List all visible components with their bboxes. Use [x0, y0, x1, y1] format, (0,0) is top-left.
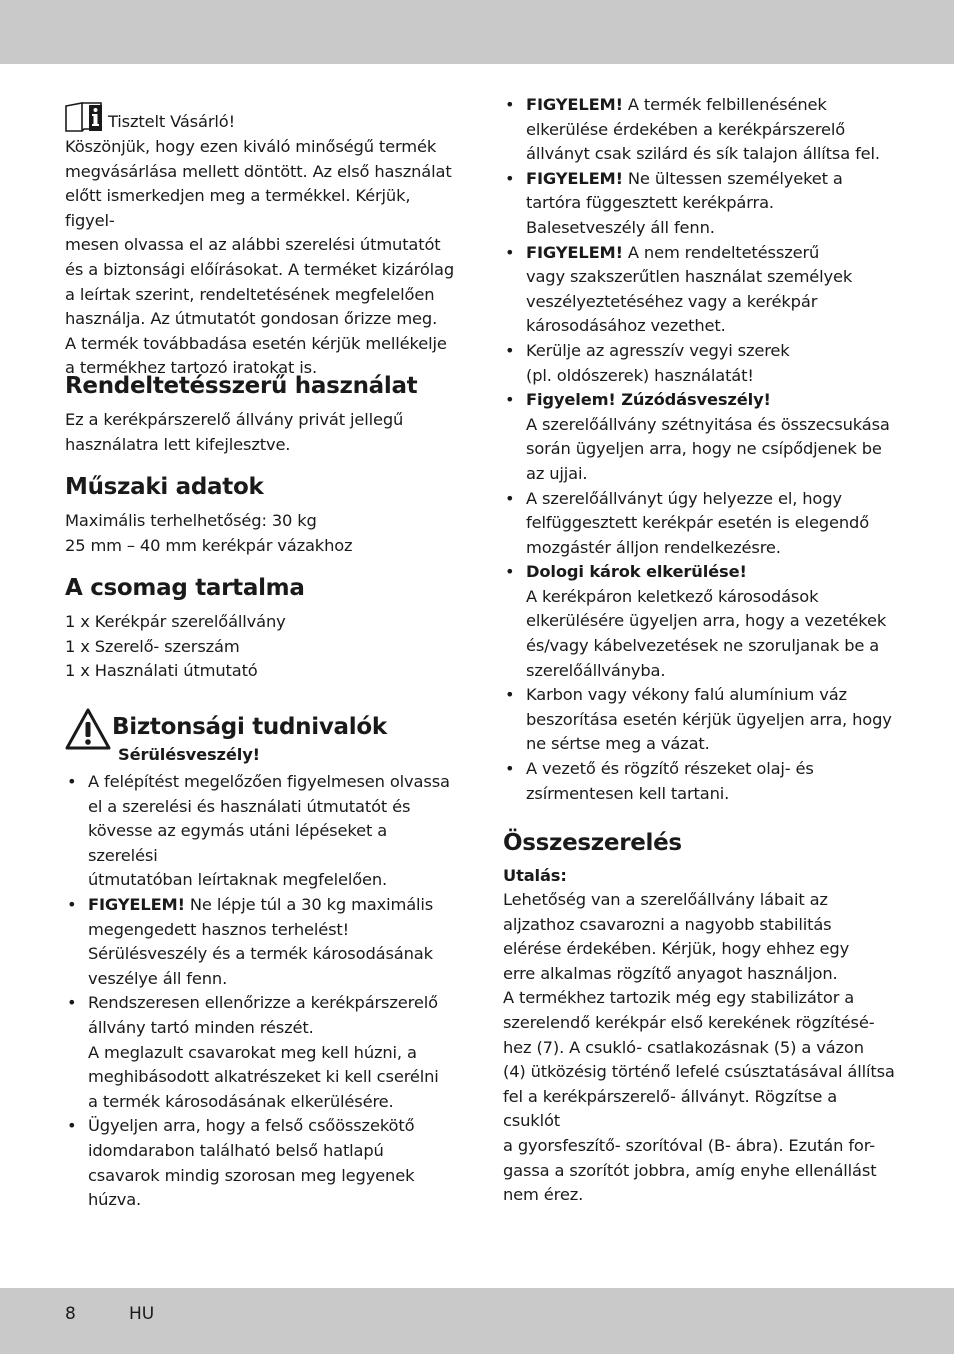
list-item-text: Karbon vagy vékony falú alumínium váz beszorítása esetén kérjük ügyeljen arra, hogy ne sértse meg a vázat.: [526, 685, 892, 754]
language-code: HU: [129, 1304, 155, 1324]
safety-list-left: [65, 770, 460, 1213]
warning-triangle-icon: [65, 708, 111, 750]
list-item: [503, 93, 898, 167]
list-item-crush: [503, 388, 898, 486]
list-item-lead: FIGYELEM!: [526, 95, 623, 114]
safety-subheading: Sérülésveszély!: [118, 745, 260, 764]
damage-warning-lead: Dologi károk elkerülése!: [526, 562, 747, 582]
assembly-note-label: Utalás:: [503, 866, 567, 885]
list-item: [65, 991, 460, 1114]
list-item-text: Ügyeljen arra, hogy a felső csőösszekötő idomdarabon található belső hatlapú csavarok mindig szorosan meg legyenek húzva.: [88, 1116, 415, 1210]
list-item-text: Ne ültessen személyeket a tartóra függesztett kerékpárra. Balesetveszély áll fenn.: [526, 168, 843, 237]
intended-use-heading: Rendeltetésszerű használat: [65, 373, 418, 399]
package-heading: A csomag tartalma: [65, 575, 305, 601]
list-item-lead: FIGYELEM!: [526, 242, 623, 262]
list-item: [65, 893, 460, 991]
crush-warning-lead: Figyelem! Zúzódásveszély!: [526, 390, 771, 410]
list-item: [65, 770, 460, 893]
damage-warning-text: A kerékpáron keletkező károsodások elkerülésére ügyeljen arra, hogy a vezetékek és/vagy kábelvezetések ne szoruljanak be a szerelőállványba.: [526, 586, 887, 680]
intended-use-body: Ez a kerékpárszerelő állvány privát jellegű használatra lett kifejlesztve.: [65, 410, 404, 454]
safety-list-right-a: [503, 93, 898, 806]
intro-body: Köszönjük, hogy ezen kiváló minőségű termék megvásárlása mellett döntött. Az első használat előtt ismerkedjen meg a termékkel. Kérjük, figyel- mesen olvassa el az alábbi szerelési útmutatót és a biztonsági előírásokat. A terméket kizárólag a leírtak szerint, rendeltetésének megfelelően használja. Az útmutatót gondosan őrizze meg. A termék továbbadása esetén kérjük mellékelje a termékhez tartozó iratokat is.: [65, 137, 455, 378]
list-item: [503, 339, 898, 388]
list-item: [503, 487, 898, 561]
list-item-lead: FIGYELEM!: [88, 894, 185, 914]
list-item: [503, 757, 898, 806]
list-item-text: A felépítést megelőzően figyelmesen olvassa el a szerelési és használati útmutatót és kövesse az egymás utáni lépéseket a szerelési útmutatóban leírtaknak megfelelően.: [88, 772, 450, 890]
list-item: [503, 683, 898, 757]
list-item-text: A termék felbillenésének elkerülése érdekében a kerékpárszerelő állványt csak szilárd és sík talajon állítsa fel.: [526, 95, 880, 164]
page-number: 8: [65, 1304, 76, 1324]
info-book-icon: [65, 102, 103, 132]
list-item-text: Kerülje az agresszív vegyi szerek (pl. oldószerek) használatát!: [526, 340, 790, 385]
intro-greeting: Tisztelt Vásárló!: [108, 112, 235, 131]
list-item-text: A nem rendeltetésszerű vagy szakszerűtlen használat személyek veszélyeztetéséhez vagy a kerékpár károsodásához vezethet.: [526, 242, 853, 336]
list-item-text: A vezető és rögzítő részeket olaj- és zsírmentesen kell tartani.: [526, 759, 814, 803]
list-item-text: Rendszeresen ellenőrizze a kerékpárszerelő állvány tartó minden részét. A meglazult csavarokat meg kell húzni, a meghibásodott alkatrészeket ki kell cserélni a termék károsodásának elkerülésére.: [88, 993, 439, 1111]
specs-body: Maximális terhelhetőség: 30 kg 25 mm – 40 mm kerékpár vázakhoz: [65, 511, 353, 555]
list-item-damage: [503, 560, 898, 683]
assembly-body: Lehetőség van a szerelőállvány lábait az aljzathoz csavarozni a nagyobb stabilitás elérése érdekében. Kérjük, hogy ehhez egy erre alkalmas rögzítő anyagot használjon. A termékhez tartozik még egy stabilizátor a szerelendő kerékpár első kerekének rögzítésé- hez (7). A csukló- csatlakozásnak (5) a vázon (4) ütközésig történő lefelé csúsztatásával állítsa fel a kerékpárszerelő- állványt. Rögzítse a csuklót a gyorsfeszítő- szorítóval (B- ábra). Ezután for- gassa a szorítót jobbra, amíg enyhe ellenállást nem érez.: [503, 890, 895, 1205]
list-item-lead: FIGYELEM!: [526, 168, 623, 188]
list-item-text: Ne lépje túl a 30 kg maximális megengedett hasznos terhelést! Sérülésveszély és a termék károsodásának veszélye áll fenn.: [88, 894, 434, 988]
crush-warning-text: A szerelőállvány szétnyitása és összecsukása során ügyeljen arra, hogy ne csípődjenek be az ujjai.: [526, 414, 890, 483]
assembly-heading: Összeszerelés: [503, 830, 682, 856]
package-body: 1 x Kerékpár szerelőállvány 1 x Szerelő- szerszám 1 x Használati útmutató: [65, 612, 286, 681]
list-item: [503, 167, 898, 241]
safety-heading: Biztonsági tudnivalók: [112, 714, 387, 740]
list-item-text: A szerelőállványt úgy helyezze el, hogy felfüggesztett kerékpár esetén is elegendő mozgástér álljon rendelkezésre.: [526, 488, 870, 557]
specs-heading: Műszaki adatok: [65, 474, 264, 500]
list-item: [65, 1114, 460, 1212]
header-band: [0, 0, 954, 64]
list-item: [503, 241, 898, 339]
